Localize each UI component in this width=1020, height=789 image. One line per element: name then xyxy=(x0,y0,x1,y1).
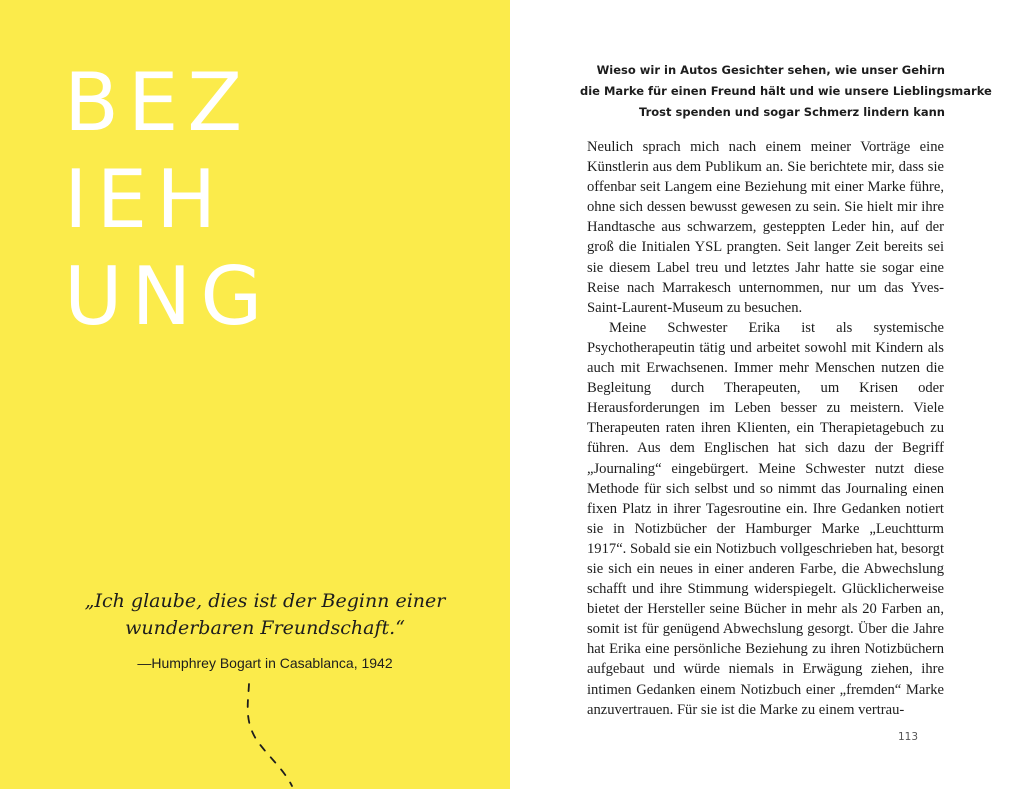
quote-attribution: —Humphrey Bogart in Casablanca, 1942 xyxy=(137,655,393,671)
page-number: 113 xyxy=(897,731,918,743)
body-text xyxy=(587,137,944,720)
chapter-title-line: IEH xyxy=(64,153,226,246)
paragraph: Neulich sprach mich nach einem meiner Vorträge eine Künstlerin aus dem Publikum an. Sie berichtete mir, dass sie offenbar seit Langem eine Beziehung mit einer Marke führe, ohne sich dessen bewusst gewesen zu sein. Sie hielt mir ihre Handtasche aus schwarzem, gesteppten Leder hin, auf der groß die Initialen YSL prangten. Seit langer Zeit bereits sei sie diesem Label treu und letztes Jahr hatte sie sogar eine Reise nach Marrakesch unternommen, nur um das Yves-Saint-Laurent-Museum zu besuchen. xyxy=(587,139,944,316)
quote-line: „Ich glaube, dies ist der Beginn einer xyxy=(84,590,446,612)
chapter-title-line: BEZ xyxy=(64,56,252,149)
chapter-title xyxy=(64,54,271,345)
quote-line: wunderbaren Freundschaft.“ xyxy=(125,617,405,639)
chapter-subtitle xyxy=(580,60,992,123)
paragraph: Meine Schwester Erika ist als systemische Psychotherapeutin tätig und arbeitet sowohl mit Kindern als auch mit Erwachsenen. Immer mehr Menschen nutzen die Begleitung durch Therapeuten, um Krisen oder Herausforderungen im Leben besser zu meistern. Viele Therapeuten raten ihren Klienten, ein Therapietagebuch zu führen. Aus dem Englischen hat sich dazu der Begriff „Journaling“ eingebürgert. Meine Schwester nutzt diese Methode für sich selbst und so nimmt das Journaling einen fixen Platz in ihrer Tagesroutine ein. Ihre Gedanken notiert sie in Notizbücher der Hamburger Marke „Leuchtturm 1917“. Sobald sie ein Notizbuch vollgeschrieben hat, besorgt sie sich ein neues in einer anderen Farbe, die Abwechslung schafft und ihre Stimmung widerspiegelt. Glücklicherweise bietet der Hersteller seine Bücher in mehr als 20 Farben an, somit ist für genügend Abwechslung gesorgt. Über die Jahre hat Erika eine persönliche Beziehung zu ihren Notizbüchern aufgebaut und würde niemals in Erwägung ziehen, ihre intimen Gedanken einem Notizbuch einer „fremden“ Marke anzuvertrauen. Für sie ist die Marke zu einem vertrau- xyxy=(587,319,944,718)
dashed-path xyxy=(248,684,292,786)
dashed-path-decoration xyxy=(230,682,320,789)
subtitle-line: die Marke für einen Freund hält und wie unsere Lieblingsmarke xyxy=(580,84,992,98)
chapter-title-line: UNG xyxy=(64,250,272,343)
subtitle-line: Wieso wir in Autos Gesichter sehen, wie unser Gehirn xyxy=(596,63,945,77)
epigraph-quote xyxy=(60,588,470,642)
subtitle-line: Trost spenden und sogar Schmerz lindern kann xyxy=(639,105,945,119)
